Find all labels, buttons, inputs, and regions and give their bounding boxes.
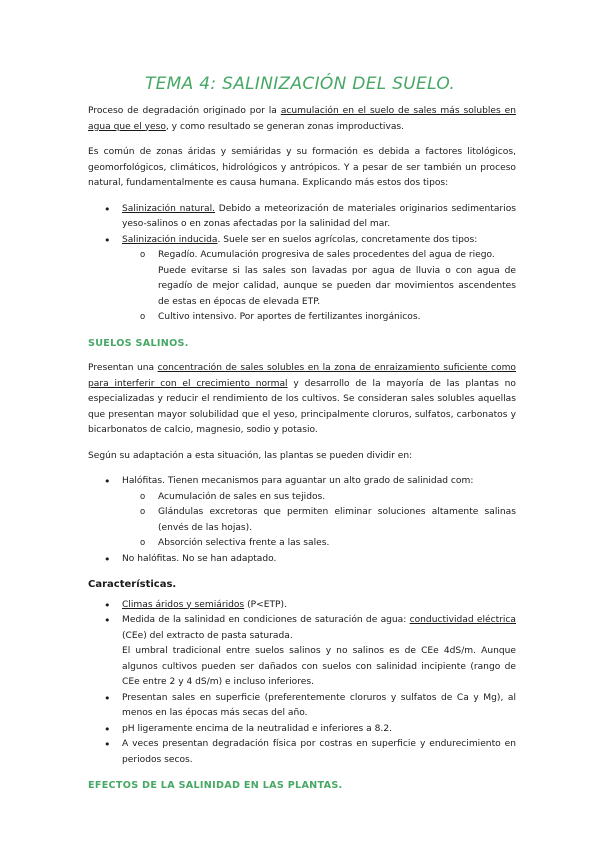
characteristics-list [88,598,516,769]
heading-efectos: EFECTOS DE LA SALINIDAD EN LAS PLANTAS. [88,780,343,791]
paragraph-arid-zones: Es común de zonas áridas y semiáridas y su formación es debida a factores litológicos, geomorfológicos, climáticos, hidrológicos y antrópicos. Y a pesar de ser también un proceso natural, fundamentalmente es causa humana. Explicando más estos dos tipos: [88,147,516,188]
sublist-item-2: o Glándulas excretoras que permiten eliminar soluciones altamente salinas (envés de las hojas). [122,505,516,536]
intro-paragraph: Proceso de degradación originado por la acumulación en el suelo de sales más solubles en agua que el yeso, y como resultado se generan zonas improductivas. [88,106,516,132]
types-list [88,202,516,326]
sublist-item-1: o Acumulación de sales en sus tejidos. [122,490,516,506]
list-item-induced: • Salinización inducida. Suele ser en suelos agrícolas, concretamente dos tipos: o Regadío. Acumulación progresiva de sales procedentes del agua de riego. Puede evitarse si las sales son lavadas por agua de lluvia o con agua de regadío de mejor calidad, aunque se pueden dar movimientos ascendentes de estas en épocas de elevada ETP. o Cultivo intensivo. Por aportes de fertilizantes inorgánicos. [88,233,516,326]
sublist-item-regadio: o Regadío. Acumulación progresiva de sales procedentes del agua de riego. Puede evitarse si las sales son lavadas por agua de lluvia o con agua de regadío de mejor calidad, aunque se pueden dar movimientos ascendentes de estas en épocas de elevada ETP. [122,248,516,310]
list-item-natural: • Salinización natural. Debido a meteorización de materiales originarios sedimentarios yeso-salinos o en zonas afectadas por la salinidad del mar. [88,202,516,233]
paragraph-adaptation: Según su adaptación a esta situación, las plantas se pueden dividir en: [88,450,413,461]
list-item-no-halofitas: • No halófitas. No se han adaptado. [88,552,516,568]
list-item-halofitas: • Halófitas. Tienen mecanismos para aguantar un alto grado de salinidad com: o Acumulación de sales en sus tejidos. o Glándulas excretoras que permiten eliminar soluciones altamente salinas (envés de las hojas). o Absorción selectiva frente a las sales. [88,474,516,552]
sublist-item-cultivo: o Cultivo intensivo. Por aportes de fertilizantes inorgánicos. [122,310,516,326]
list-item-ph: • pH ligeramente encima de la neutralidad e inferiores a 8.2. [88,722,516,738]
list-item-degradacion: • A veces presentan degradación física por costras en superficie y endurecimiento en periodos secos. [88,737,516,768]
induced-sublist [122,248,516,326]
list-item-climas: • Climas áridos y semiáridos (P<ETP). [88,598,516,614]
list-item-sales: • Presentan sales en superficie (preferentemente cloruros y sulfatos de Ca y Mg), al menos en las épocas más secas del año. [88,691,516,722]
page-title: TEMA 4: SALINIZACIÓN DEL SUELO. [144,74,456,94]
heading-caracteristicas: Características. [88,579,177,590]
sublist-item-3: o Absorción selectiva frente a las sales. [122,536,516,552]
heading-suelos-salinos: SUELOS SALINOS. [88,337,189,349]
halofitas-sublist [122,490,516,552]
paragraph-salinos: Presentan una concentración de sales solubles en la zona de enraizamiento suficiente como para interferir con el crecimiento normal y desarrollo de la mayoría de las plantas no especializadas y reducir el rendimiento de los cultivos. Se consideran sales solubles aquellas que presentan mayor solubilidad que el yeso, principalmente cloruros, sulfatos, carbonatos y bicarbonatos de calcio, magnesio, sodio y potasio. [88,363,516,435]
document-body [88,104,516,804]
list-item-medida: • Medida de la salinidad en condiciones de saturación de agua: conductividad eléctrica (CEe) del extracto de pasta saturada. El umbral tradicional entre suelos salinos y no salinos es de CEe 4dS/m. Aunque algunos cultivos pueden ser dañados con suelos con salinidad incipiente (rango de CEe entre 2 y 4 dS/m) e incluso inferiores. [88,613,516,691]
plants-list [88,474,516,567]
